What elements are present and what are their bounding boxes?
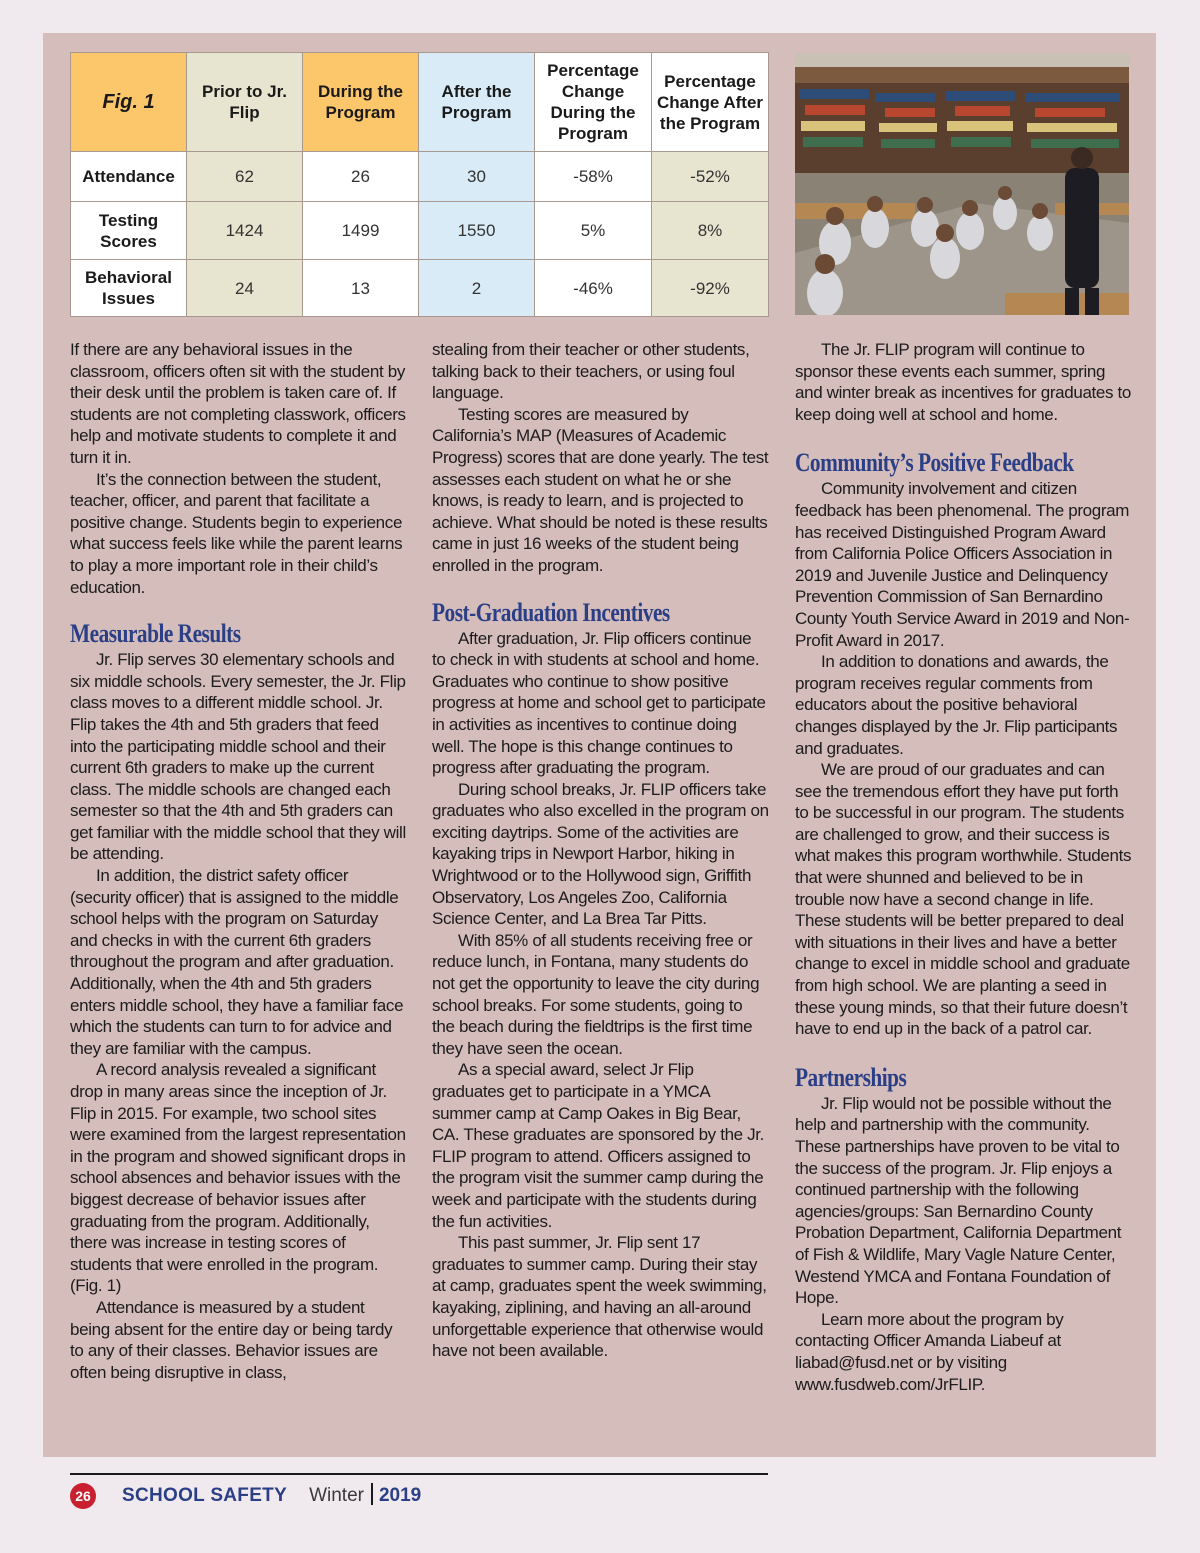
heading-partnerships: Partnerships (795, 1062, 907, 1092)
issue-year: 2019 (378, 1485, 422, 1506)
table-cell: 1424 (187, 202, 303, 260)
table-cell: 1499 (303, 202, 419, 260)
row-label: Behavioral Issues (71, 260, 187, 317)
table-header-row (71, 53, 769, 152)
table-cell: -92% (652, 260, 769, 317)
table-cell: 62 (187, 152, 303, 202)
table-cell: 8% (652, 202, 769, 260)
paragraph: In addition to donations and awards, the program receives regular comments from educators about the positive behavioral changes displayed by the Jr. Flip participants and graduates. (795, 652, 1118, 758)
table-row (71, 260, 769, 317)
table-cell: 2 (419, 260, 535, 317)
paragraph: After graduation, Jr. Flip officers continue to check in with students at school and home. Graduates who continue to show positive progress at home and school get to participate in activities as incentives to continue doing well. The hope is this change continues to progress after graduating the program. (432, 628, 766, 778)
paragraph: With 85% of all students receiving free or reduce lunch, in Fontana, many students do not get the opportunity to leave the city during school breaks. For some students, going to the beach during the fieldtrips is the first time they have seen the ocean. (432, 930, 760, 1058)
paragraph: It’s the connection between the student, teacher, officer, and parent that facilitate a positive change. Students begin to experience what success feels like while the parent learns to play a more important role in their child’s education. (70, 469, 403, 597)
paragraph: During school breaks, Jr. FLIP officers take graduates who also excelled in the program on exciting daytrips. Some of the activities are kayaking trips in Newport Harbor, hiking in Wrightwood or to the Hollywood sign, Griffith Observatory, Los Angeles Zoo, California Science Center, and La Brea Tar Pitts. (432, 779, 769, 929)
table-cell: 5% (535, 202, 652, 260)
paragraph: Testing scores are measured by California’s MAP (Measures of Academic Progress) scores that are done yearly. The test assesses each student on what he or she knows, is ready to learn, and is projected to achieve. What should be noted is these results came in just 16 weeks of the student being enrolled in the program. (432, 404, 769, 575)
table-cell: 13 (303, 260, 419, 317)
heading-measurable-results: Measurable Results (70, 619, 241, 649)
header-pct-after: Percentage Change After the Program (652, 53, 769, 152)
column-3 (795, 339, 1132, 1395)
paragraph: Jr. Flip serves 30 elementary schools and six middle schools. Every semester, the Jr. Flip class moves to a different middle school. Jr. Flip takes the 4th and 5th graders that feed into the participating middle school and their current 6th graders to make up the current class. The middle schools are changed each semester so that the 4th and 5th graders can get familiar with the middle school that they will be attending. (70, 650, 406, 864)
paragraph: Community involvement and citizen feedback has been phenomenal. The program has received Distinguished Program Award from California Police Officers Association in 2019 and Juvenile Justice and Delinquency Prevention Commission of San Bernardino County Youth Service Award in 2019 and Non-Profit Award in 2017. (795, 479, 1130, 650)
footer-rule (70, 1473, 768, 1475)
table-cell: -58% (535, 152, 652, 202)
heading-post-graduation: Post-Graduation Incentives (432, 597, 670, 627)
table-cell: 30 (419, 152, 535, 202)
table-row (71, 152, 769, 202)
magazine-name: SCHOOL SAFETY (122, 1485, 288, 1506)
paragraph: Jr. Flip would not be possible without the help and partnership with the community. These partnerships have proven to be vital to the success of the program. Jr. Flip enjoys a continued partnership with the following agencies/groups: San Bernardino County Probation Department, California Department of Fish & Wildlife, Mary Vagle Nature Center, Westend YMCA and Fontana Foundation of Hope. (795, 1093, 1122, 1308)
column-2 (432, 339, 769, 1362)
paragraph: We are proud of our graduates and can see the tremendous effort they have put forth to be successful in our program. The students are challenged to grow, and their success is what makes this program worthwhile. Students that were shunned and believed to be in trouble now have a second change in life. These students will be better prepared to deal with situations in their lives and have a better change to excel in middle school and graduate from high school. We are planting a seed in these young minds, so that their future doesn’t have to end up in the back of a patrol car. (795, 760, 1132, 1039)
table-cell: 24 (187, 260, 303, 317)
paragraph: In addition, the district safety officer (security officer) that is assigned to the middle school helps with the program on Saturday and checks in with the current 6th graders throughout the program and after graduation. Additionally, when the 4th and 5th graders enters middle school, they have a familiar face which the students can turn to for advice and they are familiar with the campus. (70, 866, 404, 1058)
table-row (71, 202, 769, 260)
header-prior: Prior to Jr. Flip (187, 53, 303, 152)
table-cell: -46% (535, 260, 652, 317)
paragraph: The Jr. FLIP program will continue to sponsor these events each summer, spring and winter break as incentives for graduates to keep doing well at school and home. (795, 340, 1132, 424)
header-during: During the Program (303, 53, 419, 152)
paragraph: Learn more about the program by contacting Officer Amanda Liabeuf at liabad@fusd.net or by visiting www.fusdweb.com/JrFLIP. (795, 1309, 1064, 1394)
paragraph: A record analysis revealed a significant drop in many areas since the inception of Jr. Flip in 2015. For example, two school sites were examined from the largest representation in the program and showed significant drops in school absences and behavior issues with the biggest decrease of behavior issues after graduating from the program. Additionally, there was increase in testing scores of students that were enrolled in the program. (Fig. 1) (70, 1060, 406, 1296)
footer-divider (371, 1483, 373, 1505)
paragraph: As a special award, select Jr Flip graduates get to participate in a YMCA summer camp at Camp Oakes in Big Bear, CA. These graduates are sponsored by the Jr. FLIP program to attend. Officers assigned to the program visit the summer camp during the week and participate with the students during the fun activities. (432, 1060, 765, 1231)
fig-label: Fig. 1 (71, 53, 187, 152)
page-number: 26 (70, 1483, 96, 1509)
table-cell: -52% (652, 152, 769, 202)
footer-masthead (122, 1483, 421, 1509)
header-pct-during: Percentage Change During the Program (535, 53, 652, 152)
table-cell: 26 (303, 152, 419, 202)
table-cell: 1550 (419, 202, 535, 260)
row-label: Attendance (71, 152, 187, 202)
classroom-photo (795, 53, 1129, 315)
heading-community-feedback: Community’s Positive Feedback (795, 448, 1074, 478)
paragraph: If there are any behavioral issues in the classroom, officers often sit with the student by their desk until the problem is taken care of. If students are not completing classwork, officers help and motivate students to complete it and turn it in. (70, 340, 406, 467)
paragraph: This past summer, Jr. Flip sent 17 graduates to summer camp. During their stay at camp, graduates spent the week swimming, kayaking, ziplining, and having an all-around unforgettable experience that otherwise would have not been available. (432, 1233, 767, 1361)
paragraph: stealing from their teacher or other students, talking back to their teachers, or using foul language. (432, 340, 750, 403)
paragraph: Attendance is measured by a student being absent for the entire day or being tardy to any of their classes. Behavior issues are often being disruptive in class, (70, 1297, 393, 1382)
results-table (70, 52, 769, 317)
row-label: Testing Scores (71, 202, 187, 260)
issue-season: Winter (309, 1485, 364, 1506)
header-after: After the Program (419, 53, 535, 152)
column-1 (70, 339, 406, 1383)
